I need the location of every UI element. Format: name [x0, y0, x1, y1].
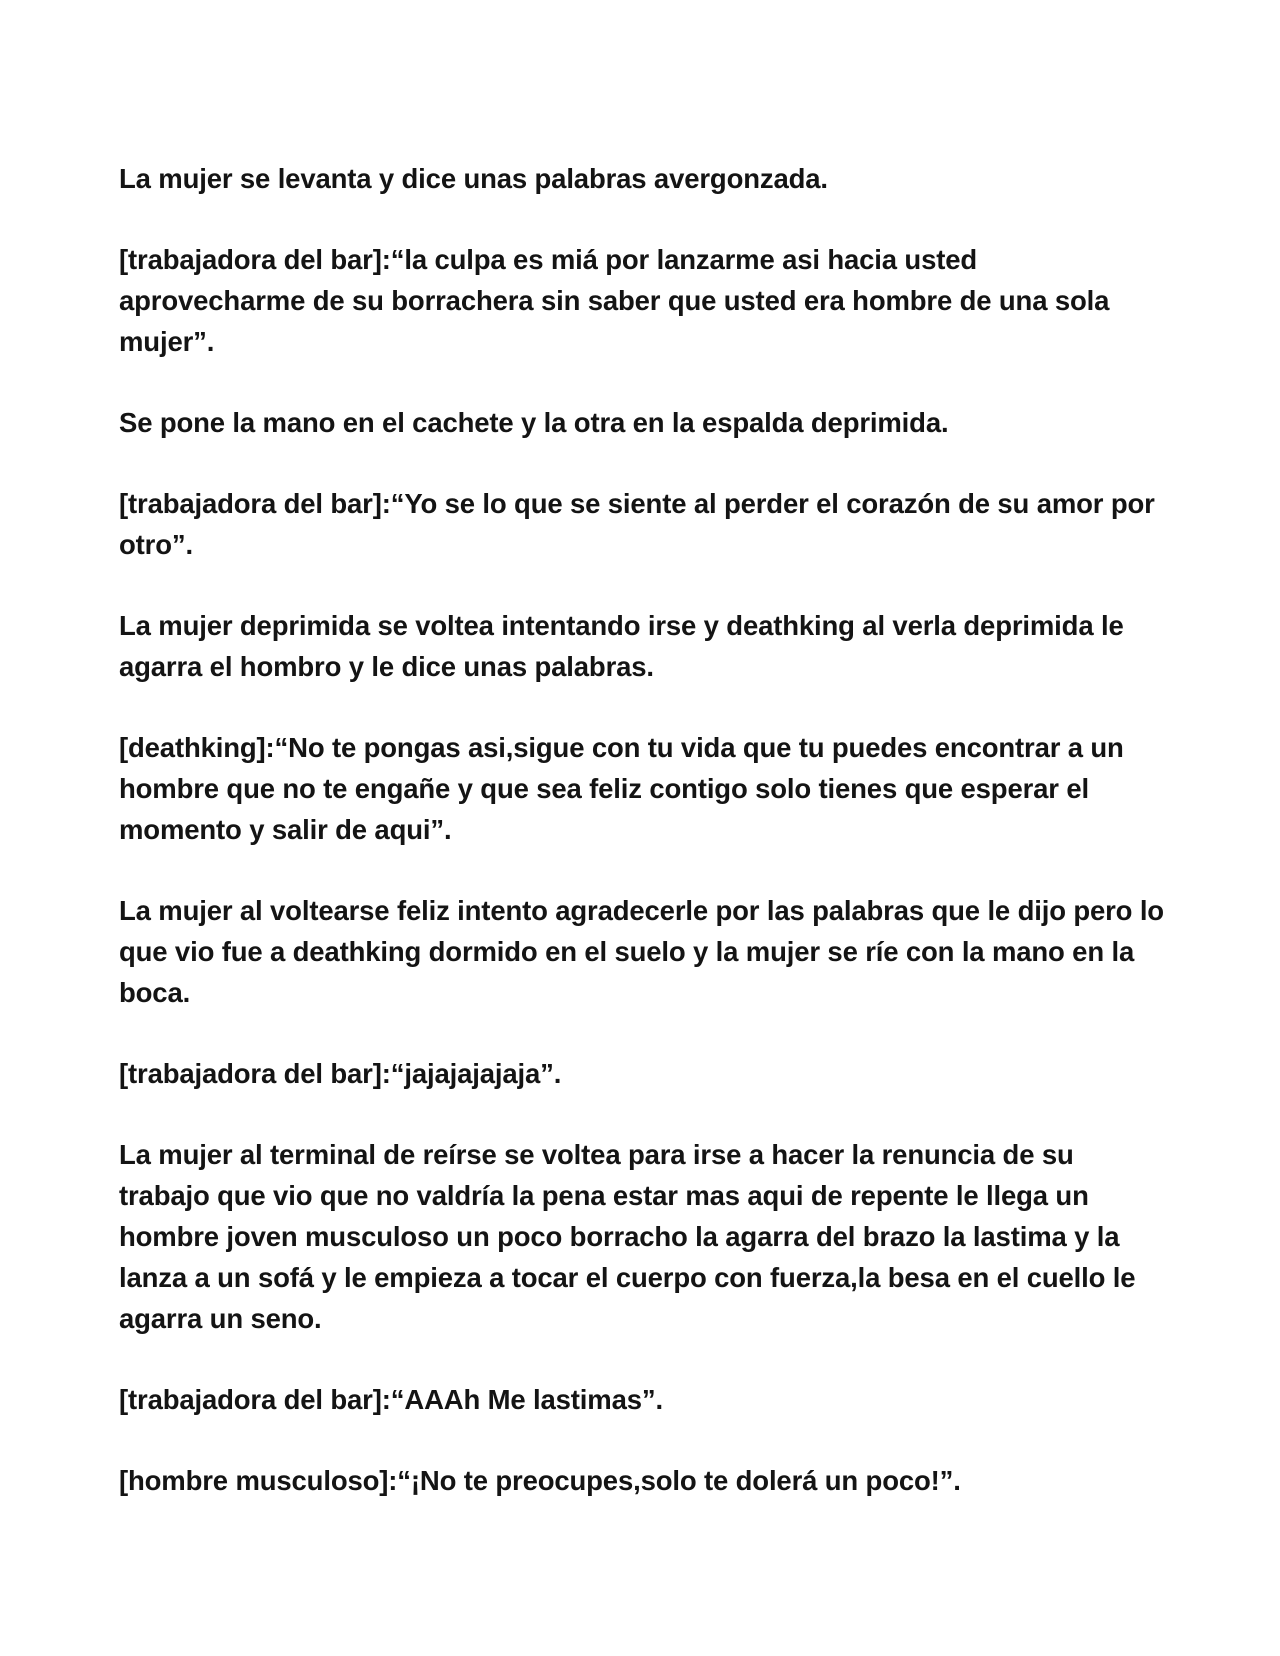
dialogue-paragraph: [trabajadora del bar]:“jajajajajaja”.	[119, 1058, 562, 1089]
dialogue-paragraph: [trabajadora del bar]:“Yo se lo que se siente al perder el corazón de su amor por otro”.	[119, 488, 1155, 560]
narration-paragraph: La mujer al terminal de reírse se voltea para irse a hacer la renuncia de su trabajo que vio que no valdría la pena estar mas aqui de repente le llega un hombre joven musculoso un poco borracho la agarra del brazo la lastima y la lanza a un sofá y le empieza a tocar el cuerpo con fuerza,la besa en el cuello le agarra un seno.	[119, 1139, 1136, 1334]
narration-paragraph: Se pone la mano en el cachete y la otra en la espalda deprimida.	[119, 407, 949, 438]
dialogue-paragraph: [deathking]:“No te pongas asi,sigue con tu vida que tu puedes encontrar a un hombre que no te engañe y que sea feliz contigo solo tienes que esperar el momento y salir de aqui”.	[119, 732, 1124, 845]
narration-paragraph: La mujer deprimida se voltea intentando irse y deathking al verla deprimida le agarra el hombro y le dice unas palabras.	[119, 610, 1124, 682]
narration-paragraph: La mujer se levanta y dice unas palabras avergonzada.	[119, 163, 828, 194]
document-page	[119, 158, 1169, 1541]
dialogue-paragraph: [trabajadora del bar]:“la culpa es miá por lanzarme asi hacia usted aprovecharme de su borrachera sin saber que usted era hombre de una sola mujer”.	[119, 244, 1110, 357]
narration-paragraph: La mujer al voltearse feliz intento agradecerle por las palabras que le dijo pero lo que vio fue a deathking dormido en el suelo y la mujer se ríe con la mano en la boca.	[119, 895, 1164, 1008]
dialogue-paragraph: [trabajadora del bar]:“AAAh Me lastimas”.	[119, 1384, 663, 1415]
dialogue-paragraph: [hombre musculoso]:“¡No te preocupes,solo te dolerá un poco!”.	[119, 1465, 961, 1496]
